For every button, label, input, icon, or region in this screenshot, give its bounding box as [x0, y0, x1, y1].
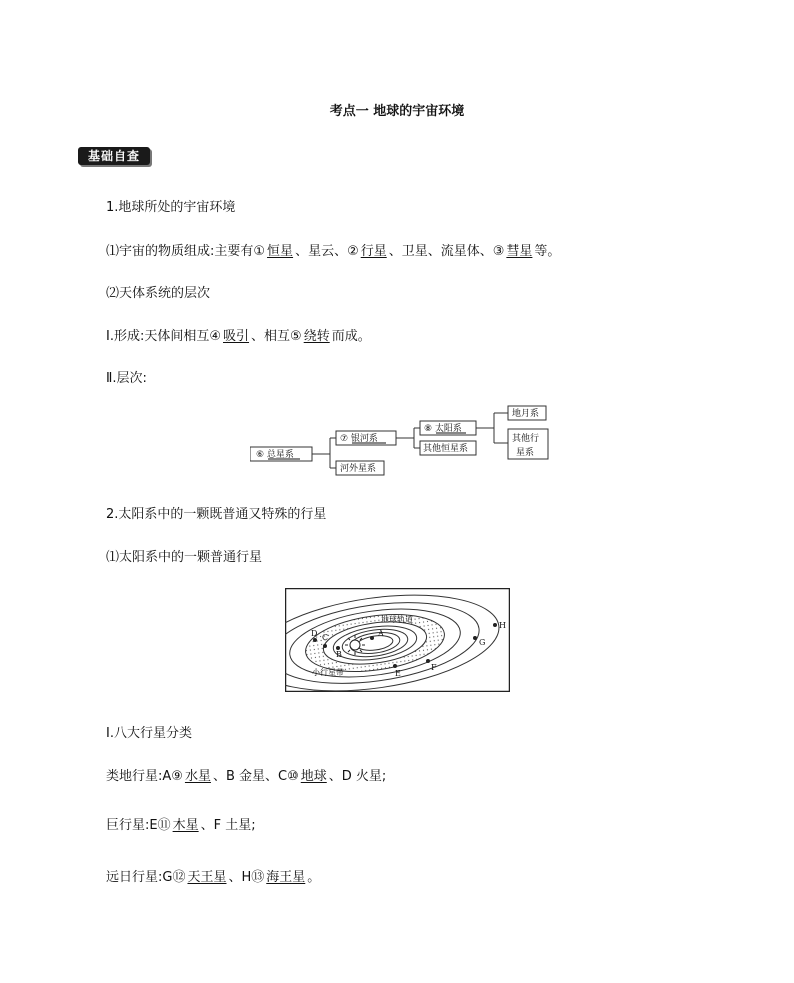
answer-9: 水星 — [184, 769, 211, 784]
section-2-heading: 2.太阳系中的一颗既普通又特殊的行星 — [106, 507, 327, 522]
page-title: 考点一 地球的宇宙环境 — [329, 104, 465, 119]
planet-d-label: D — [311, 629, 318, 638]
text: 巨行星:E⑪ — [106, 818, 171, 833]
planet-g-label: G — [479, 638, 486, 647]
node-other-planet-line1: 其他行 — [512, 434, 540, 444]
text: Ⅰ.形成:天体间相互④ — [106, 329, 222, 344]
line-ice-giant — [106, 866, 320, 885]
answer-10: 地球 — [300, 769, 327, 784]
text: 、H⑬ — [228, 870, 265, 885]
text: ⑴宇宙的物质组成:主要有① — [106, 244, 266, 259]
text: 、D 火星; — [328, 769, 387, 784]
text: 、星云、② — [295, 244, 359, 259]
answer-13: 海王星 — [266, 870, 306, 885]
node-other-planet-line2: 星系 — [516, 448, 535, 458]
planet-a-label: A — [378, 629, 384, 638]
paragraph-levels-heading: ⑵天体系统的层次 — [106, 286, 211, 301]
paragraph-ordinary-planet: ⑴太阳系中的一颗普通行星 — [106, 550, 263, 565]
text: 而成。 — [331, 329, 371, 344]
paragraph-composition — [106, 240, 560, 259]
node-total: ⑥ 总星系 — [256, 450, 294, 460]
planet-c-label: C — [322, 633, 329, 642]
text: 、相互⑤ — [251, 329, 302, 344]
answer-12: 天王星 — [187, 870, 227, 885]
node-solar-system: ⑧ 太阳系 — [424, 424, 462, 434]
planet-e-label: E — [395, 669, 401, 678]
section-badge: 基础自查 — [78, 147, 150, 165]
solar-system-diagram — [285, 588, 510, 692]
answer-3: 彗星 — [506, 244, 533, 259]
answer-2: 行星 — [360, 244, 387, 259]
earth-orbit-label: 地球轨道 — [381, 615, 413, 624]
node-other-star-systems: 其他恒星系 — [423, 444, 469, 454]
answer-4: 吸引 — [223, 329, 250, 344]
paragraph-classification: Ⅰ.八大行星分类 — [106, 726, 192, 741]
node-extragalactic: 河外星系 — [340, 464, 377, 474]
hierarchy-diagram — [250, 405, 560, 477]
paragraph-formation — [106, 325, 371, 344]
planet-h-label: H — [499, 621, 506, 630]
node-earth-moon: 地月系 — [512, 409, 540, 419]
text: 、F 土星; — [200, 818, 256, 833]
asteroid-belt-label: 小行星带 — [312, 668, 344, 677]
text: 类地行星:A⑨ — [106, 769, 183, 784]
text: 。 — [307, 870, 321, 885]
answer-1: 恒星 — [267, 244, 294, 259]
node-milky-way: ⑦ 银河系 — [340, 434, 378, 444]
line-giant — [106, 814, 256, 833]
text: 等。 — [534, 244, 561, 259]
text: 、B 金星、C⑩ — [212, 769, 299, 784]
answer-5: 绕转 — [303, 329, 330, 344]
text: 、卫星、流星体、③ — [388, 244, 505, 259]
answer-11: 木星 — [172, 818, 199, 833]
text: 远日行星:G⑫ — [106, 870, 186, 885]
paragraph-hierarchy-label: Ⅱ.层次: — [106, 371, 147, 386]
line-terrestrial — [106, 765, 386, 784]
planet-f-label: F — [431, 663, 437, 672]
section-1-heading: 1.地球所处的宇宙环境 — [106, 200, 236, 215]
planet-b-label: B — [336, 650, 342, 659]
